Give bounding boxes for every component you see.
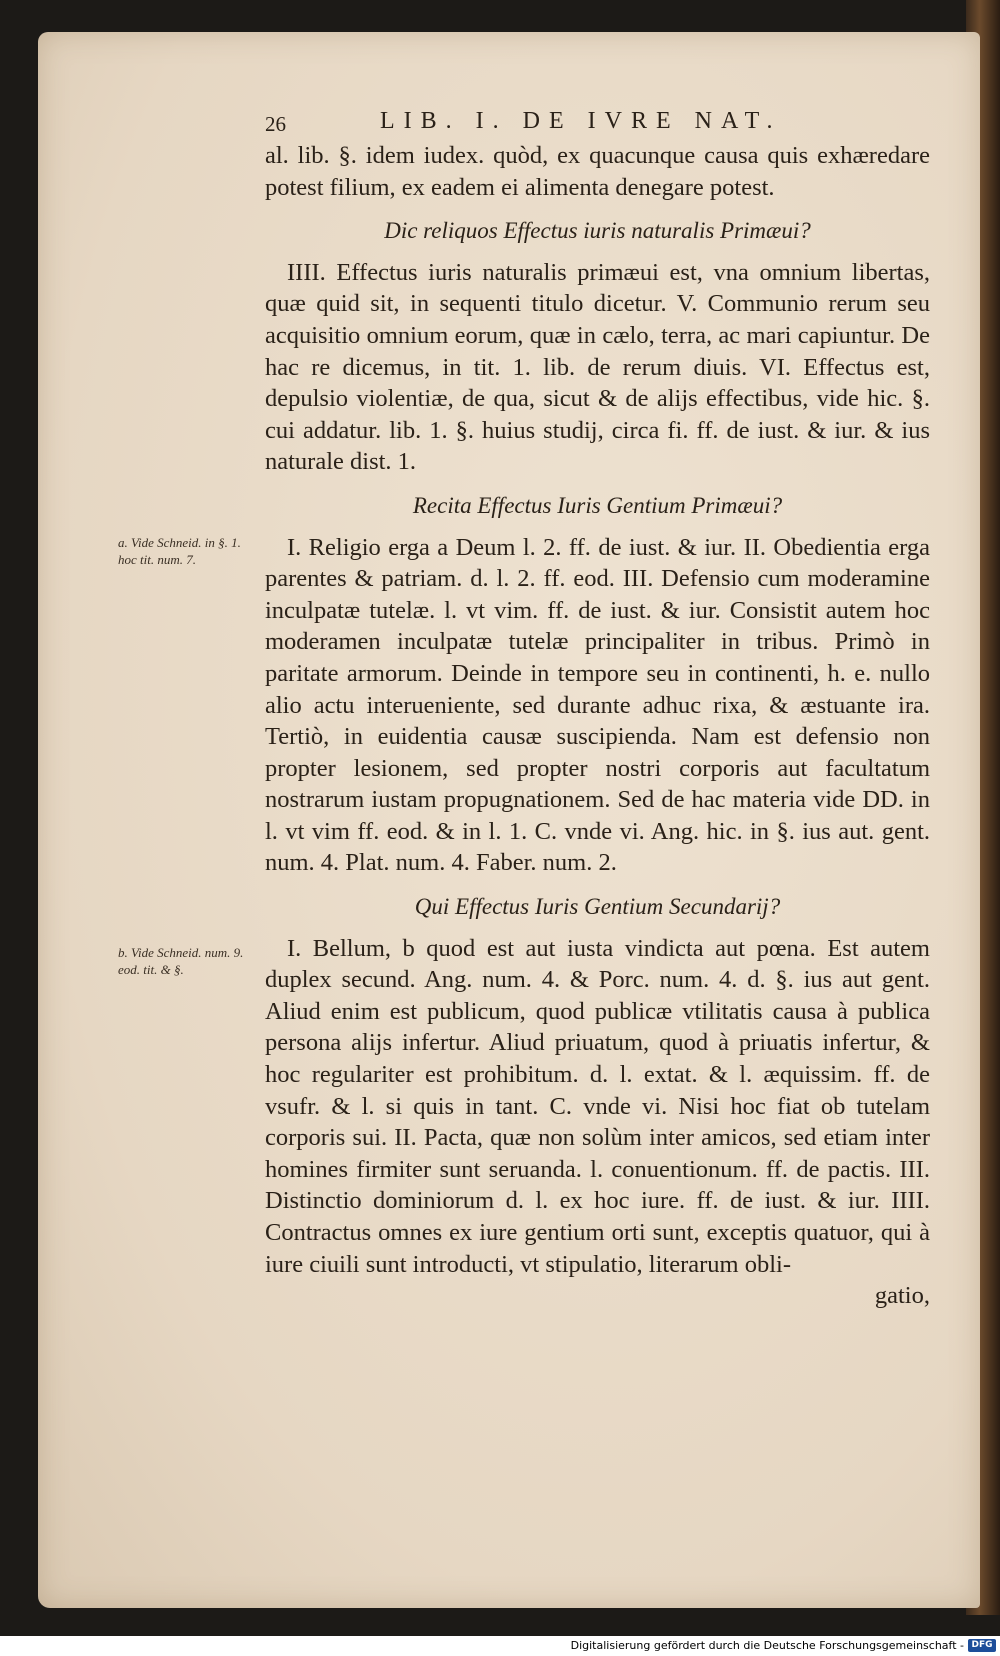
footer-credit: Digitalisierung gefördert durch die Deutsche Forschungsgemeinschaft - bbox=[570, 1639, 964, 1652]
digitization-footer bbox=[0, 1636, 1000, 1656]
paragraph-text: I. Religio erga a Deum l. 2. ff. de iust. & iur. II. Obedientia erga parentes & patriam. d. l. 2. ff. eod. III. Defensio cum moderamine inculpatæ tutelæ. l. vt vim. ff. de iust. & iur. Consistit autem hoc moderamen inculpatæ tutelæ principaliter in tribus. Primò in paritate armorum. Deinde in tempore seu in continenti, h. e. nullo alio actu interueniente, sed durante adhuc rixa, & æstuante ira. Tertiò, in euidentia causæ suscipienda. Nam est defensio non propter lesionem, sed propter nostri corporis aut facultatum nostrarum iustam propugnationem. Sed de hac materia vide DD. in l. vt vim ff. eod. & in l. 1. C. vnde vi. Ang. hic. in §. ius aut. gent. num. 4. Plat. num. 4. Faber. num. 2. bbox=[265, 533, 930, 877]
paragraph-continuation: al. lib. §. idem iudex. quòd, ex quacunque causa quis exhæredare potest filium, ex eadem ei alimenta denegare potest. bbox=[265, 142, 930, 201]
page-header bbox=[265, 108, 880, 142]
dfg-logo-icon: DFG bbox=[968, 1639, 996, 1652]
running-head: LIB. I. DE IVRE NAT. bbox=[380, 108, 782, 134]
question-heading: Dic reliquos Effectus iuris naturalis Primæui? bbox=[384, 218, 811, 244]
question-heading: Qui Effectus Iuris Gentium Secundarij? bbox=[414, 894, 781, 920]
paragraph-text: I. Bellum, b quod est aut iusta vindicta aut pœna. Est autem duplex secund. Ang. num. 4. & Porc. num. 4. d. §. ius aut gent. Aliud enim est publicum, quod publicæ vtilitatis causa à publica persona alijs infertur. Aliud priuatum, quod à priuatis infertur, & hoc regulariter est prohibitum. d. l. extat. & l. æquissim. ff. de vsufr. & l. si quis in tant. C. vnde vi. Nisi hoc fiat ob tutelam corporis sui. II. Pacta, quæ non solùm inter amicos, sed etiam inter homines firmiter sunt seruanda. l. conuentionum. ff. de pactis. III. Distinctio dominiorum d. l. ex hoc iure. ff. de iust. & iur. IIII. Contractus omnes ex iure gentium orti sunt, exceptis quatuor, qui à iure ciuili sunt introducti, vt stipulatio, literarum obli- bbox=[265, 934, 930, 1278]
page-body bbox=[265, 140, 930, 1312]
marginal-note: a. Vide Schneid. in §. 1. hoc tit. num. 7. bbox=[118, 535, 241, 567]
page-number: 26 bbox=[265, 112, 286, 136]
question-heading: Recita Effectus Iuris Gentium Primæui? bbox=[412, 492, 783, 518]
marginal-note: b. Vide Schneid. num. 9. eod. tit. & §. bbox=[118, 945, 244, 977]
catchword: gatio, bbox=[874, 1282, 930, 1310]
paragraph-text: IIII. Effectus iuris naturalis primæui est, vna omnium libertas, quæ quid sit, in sequenti titulo dicetur. V. Communio rerum seu acquisitio omnium eorum, quæ in cælo, terra, ac mari capiuntur. De hac re dicemus, in tit. 1. lib. de rerum diuis. VI. Effectus est, depulsio violentiæ, de qua, sicut & de alijs effectibus, vide hic. §. cui addatur. lib. 1. §. huius studij, circa fi. ff. de iust. & iur. & ius naturale dist. 1. bbox=[265, 258, 930, 476]
